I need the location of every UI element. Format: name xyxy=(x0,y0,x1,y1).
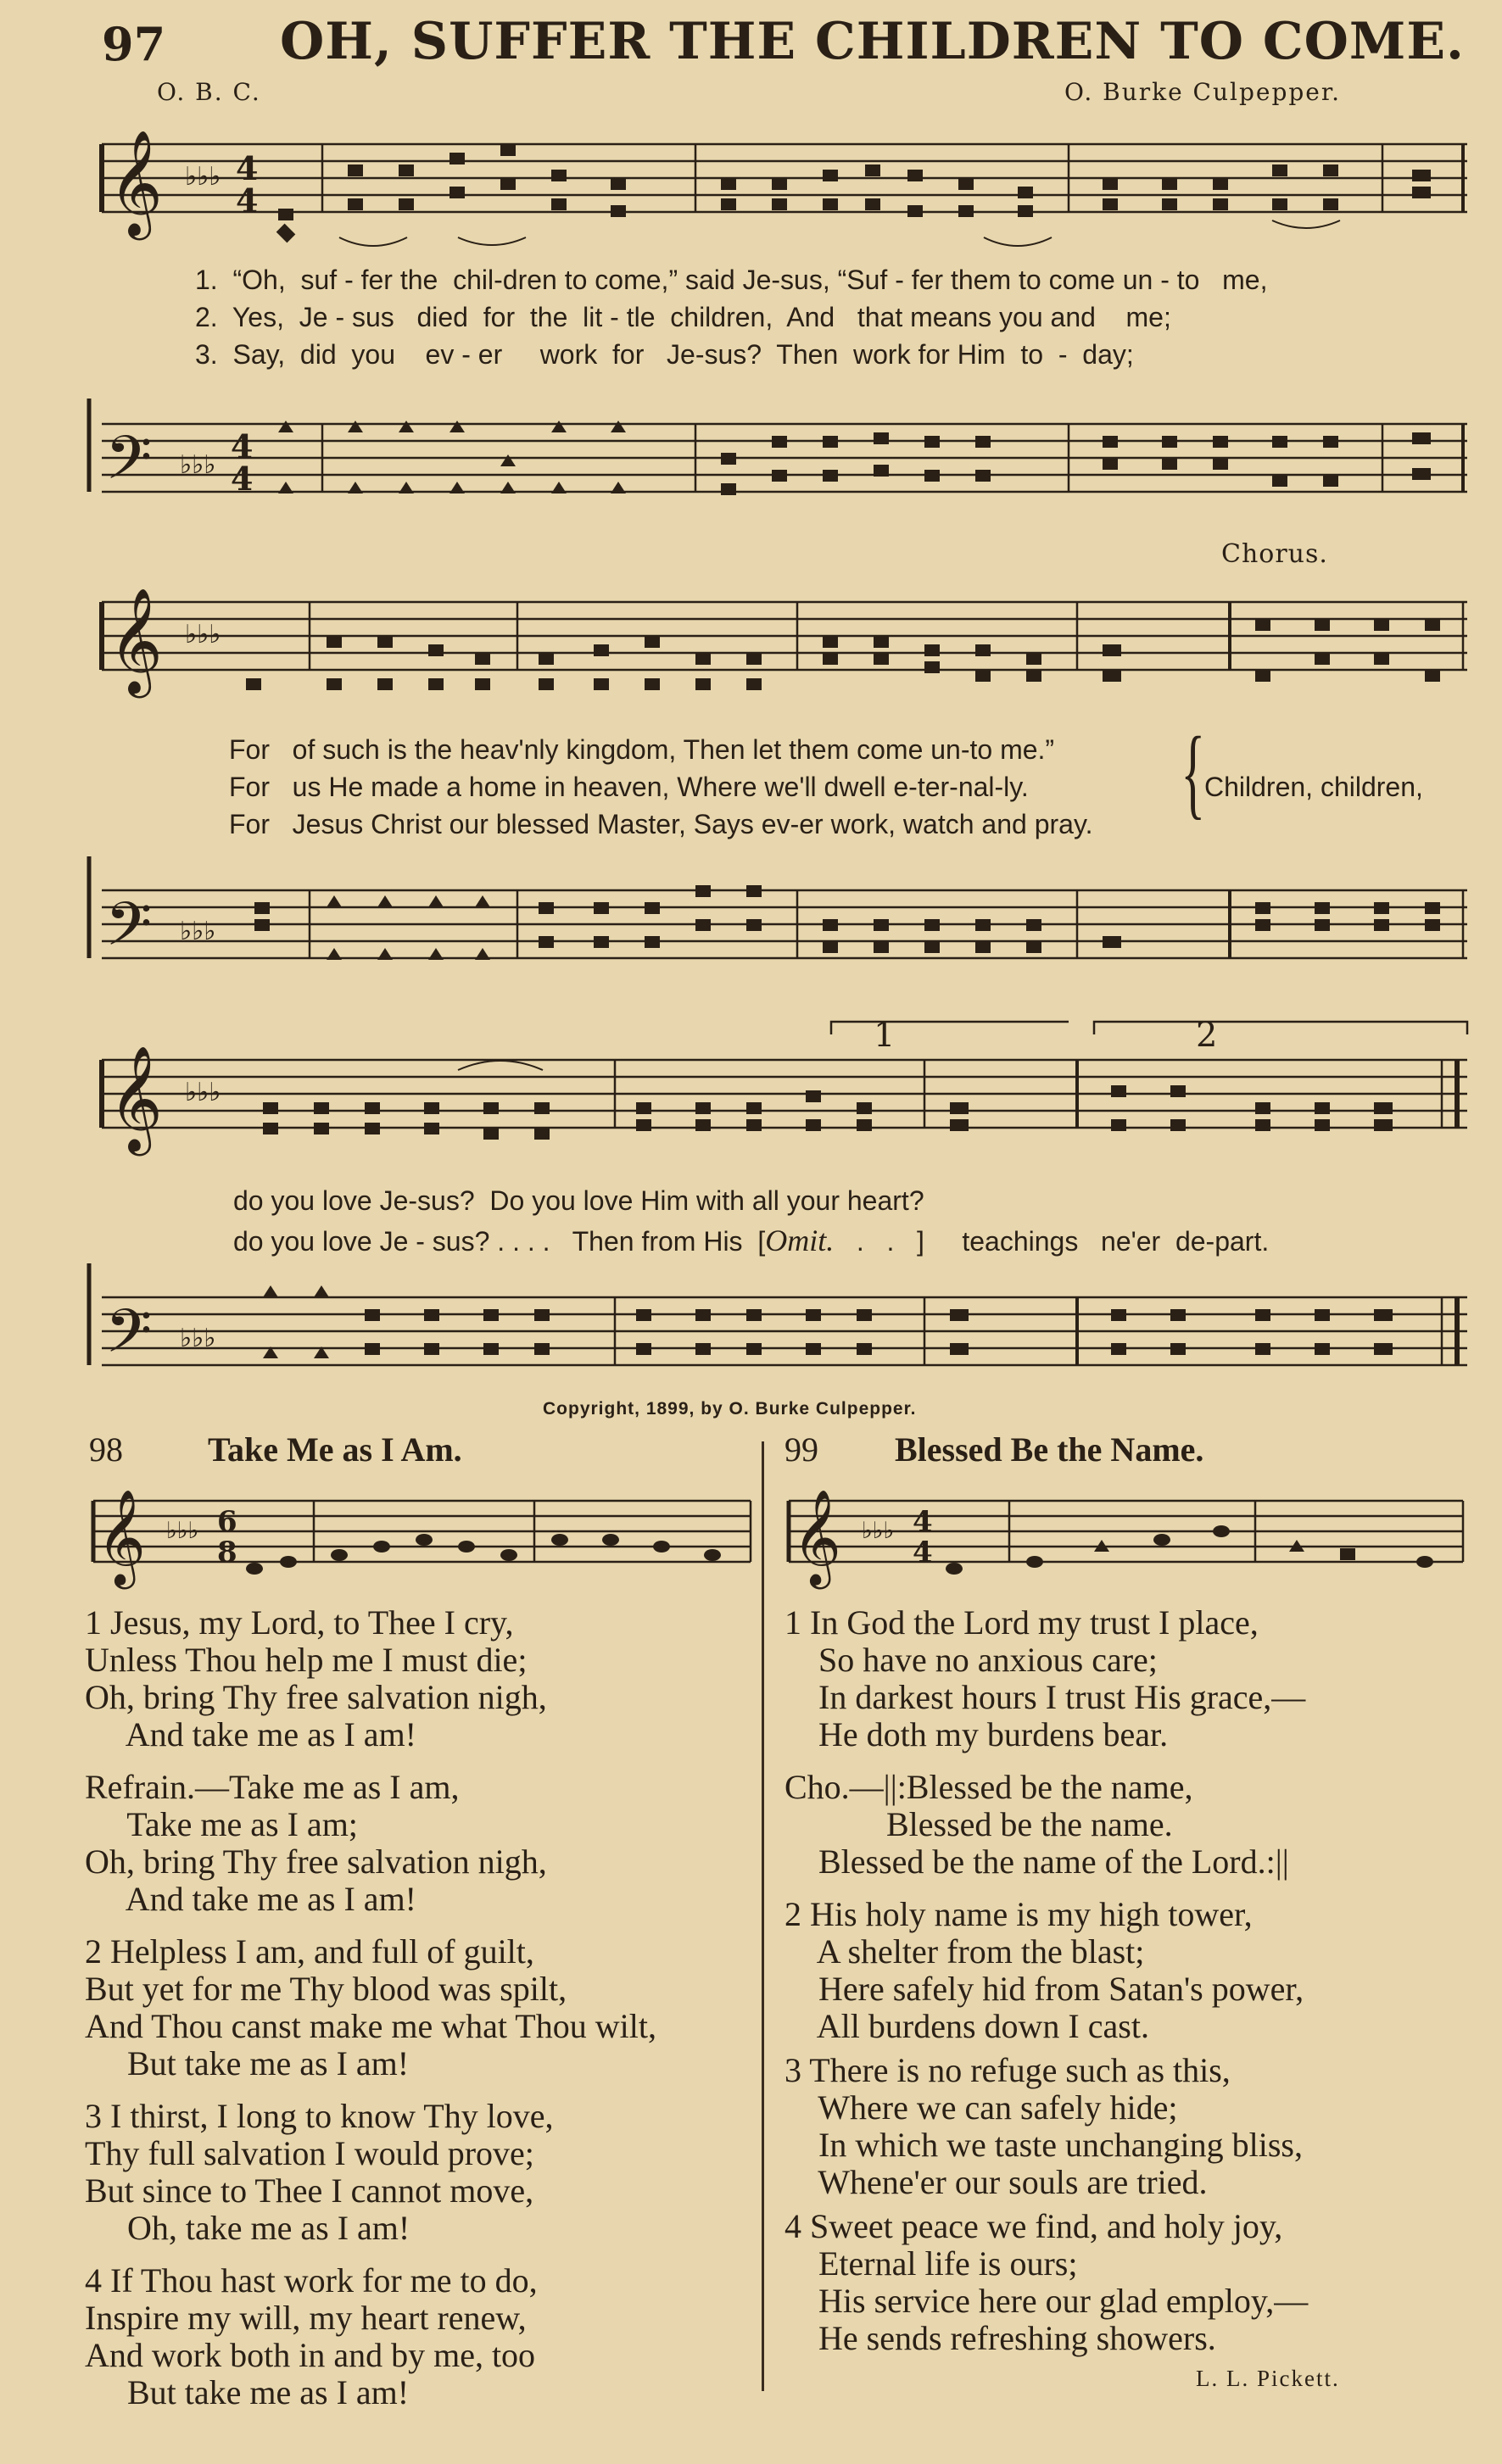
system-1-lyric-verse-1: 1. “Oh, suf - fer the chil-dren to come,” said Je-sus, “Suf - fer them to come un - to me, xyxy=(195,265,1268,295)
svg-text:♭♭♭: ♭♭♭ xyxy=(180,917,216,946)
hymn-98-number: 98 xyxy=(89,1430,123,1469)
hymn-98-staff xyxy=(85,1484,755,1594)
hymn-99-stanza-1: 1 In God the Lord my trust I place, So have no anxious care; In darkest hours I trust His grace,— He doth my burdens bear. xyxy=(785,1603,1306,1753)
verse-brace: { xyxy=(1181,716,1206,828)
svg-text:♭♭♭: ♭♭♭ xyxy=(185,1078,221,1107)
svg-text:4: 4 xyxy=(913,1536,933,1569)
music-credit: O. Burke Culpepper. xyxy=(1064,78,1342,106)
system-2-lyric-verse-2: For us He made a home in heaven, Where we'll dwell e-ter-nal-ly. xyxy=(229,772,1029,802)
svg-text:♭♭♭: ♭♭♭ xyxy=(862,1518,895,1544)
ending-1-label: 1 xyxy=(874,1017,896,1055)
chorus-label: Chorus. xyxy=(1221,539,1328,569)
svg-text:𝄢: 𝄢 xyxy=(105,889,153,974)
hymn-99-stanza-2: 2 His holy name is my high tower, A shelter from the blast; Here safely hid from Satan's power, All burdens down I cast. xyxy=(785,1895,1304,2045)
hymn-98-stanza-3: 3 I thirst, I long to know Thy love, Thy full salvation I would prove; But since to Thee I cannot move, Oh, take me as I am! xyxy=(85,2097,554,2247)
hymn-99-number: 99 xyxy=(785,1430,818,1469)
hymn-97-title: OH, SUFFER THE CHILDREN TO COME. xyxy=(280,12,1465,71)
hymn-98-heading xyxy=(89,1430,462,1469)
words-credit: O. B. C. xyxy=(157,78,261,106)
copyright-notice: Copyright, 1899, by O. Burke Culpepper. xyxy=(543,1399,917,1419)
system-2-treble-staff xyxy=(85,585,1476,729)
system-1-lyric-verse-3: 3. Say, did you ev - er work for Je-sus? Then work for Him to - day; xyxy=(195,339,1134,370)
svg-text:𝄞: 𝄞 xyxy=(109,1045,163,1151)
hymn-99-stanza-4: 4 Sweet peace we find, and holy joy, Eternal life is ours; His service here our glad employ,— He sends refreshing showers. xyxy=(785,2207,1309,2357)
svg-text:♭♭♭: ♭♭♭ xyxy=(180,450,216,480)
svg-text:𝄞: 𝄞 xyxy=(109,588,163,694)
svg-text:♭♭♭: ♭♭♭ xyxy=(166,1518,199,1544)
svg-text:4: 4 xyxy=(231,460,254,498)
svg-text:𝄞: 𝄞 xyxy=(109,130,163,236)
omit-text: Omit. xyxy=(765,1224,835,1257)
hymn-99-title: Blessed Be the Name. xyxy=(895,1430,1204,1469)
svg-text:𝄢: 𝄢 xyxy=(105,1296,153,1381)
ending-2-label: 2 xyxy=(1196,1017,1218,1055)
chorus-line-2a-text: do you love Je - sus? . . . . Then from His [ xyxy=(233,1226,766,1257)
hymn-99-stanza-3: 3 There is no refuge such as this, Where we can safely hide; In which we taste unchanging bliss, Whene'er our souls are tried. xyxy=(785,2051,1303,2201)
svg-text:♭♭♭: ♭♭♭ xyxy=(185,162,221,192)
svg-text:♭♭♭: ♭♭♭ xyxy=(185,620,221,649)
hymn-98-stanza-1: 1 Jesus, my Lord, to Thee I cry, Unless Thou help me I must die; Oh, bring Thy free salvation nigh, And take me as I am! xyxy=(85,1603,547,1753)
hymn-99-staff xyxy=(780,1484,1467,1594)
system-2-lyric-verse-3: For Jesus Christ our blessed Master, Says ev-er work, watch and pray. xyxy=(229,809,1093,839)
system-2-bass-staff xyxy=(85,856,1476,1001)
system-2-lyric-verse-1: For of such is the heav'nly kingdom, Then let them come un-to me.” xyxy=(229,734,1055,765)
hymn-98-title: Take Me as I Am. xyxy=(208,1430,462,1469)
svg-text:𝄞: 𝄞 xyxy=(97,1489,146,1586)
svg-text:6: 6 xyxy=(217,1505,237,1539)
system-1-lyric-verse-2: 2. Yes, Je - sus died for the lit - tle children, And that means you and me; xyxy=(195,302,1171,332)
hymn-98-stanza-2: 2 Helpless I am, and full of guilt, But yet for me Thy blood was spilt, And Thou canst make me what Thou wilt, But take me as I am! xyxy=(85,1932,656,2082)
svg-text:8: 8 xyxy=(217,1536,237,1569)
system-3-treble-staff xyxy=(85,1017,1476,1187)
system-1-treble-staff xyxy=(85,127,1476,271)
hymn-99-chorus: Cho.—||:Blessed be the name, Blessed be the name. Blessed be the name of the Lord.:|| xyxy=(785,1768,1289,1881)
svg-text:4: 4 xyxy=(236,181,259,220)
system-3-bass-staff xyxy=(85,1263,1476,1408)
chorus-line-2b-text: . . ] teachings ne'er de-part. xyxy=(834,1226,1270,1257)
hymn-98-stanza-4: 4 If Thou hast work for me to do, Inspire my will, my heart renew, And work both in and by me, too But take me as I am! xyxy=(85,2261,538,2411)
chorus-start-lyric: Children, children, xyxy=(1204,772,1423,802)
hymn-98-refrain: Refrain.—Take me as I am, Take me as I am; Oh, bring Thy free salvation nigh, And take me as I am! xyxy=(85,1768,547,1918)
system-3-lyric-line-1: do you love Je-sus? Do you love Him with all your heart? xyxy=(233,1185,924,1216)
svg-text:4: 4 xyxy=(231,427,254,465)
system-3-lyric-line-2a xyxy=(233,1223,1269,1258)
hymn-99-author: L. L. Pickett. xyxy=(1196,2366,1340,2391)
hymn-97-number: 97 xyxy=(102,17,166,71)
hymn-99-heading xyxy=(785,1430,1203,1469)
svg-text:♭♭♭: ♭♭♭ xyxy=(180,1324,216,1353)
svg-text:𝄢: 𝄢 xyxy=(105,423,153,508)
svg-text:𝄞: 𝄞 xyxy=(792,1489,841,1586)
svg-text:4: 4 xyxy=(236,149,259,187)
svg-text:4: 4 xyxy=(913,1505,933,1539)
column-divider xyxy=(762,1441,764,2391)
